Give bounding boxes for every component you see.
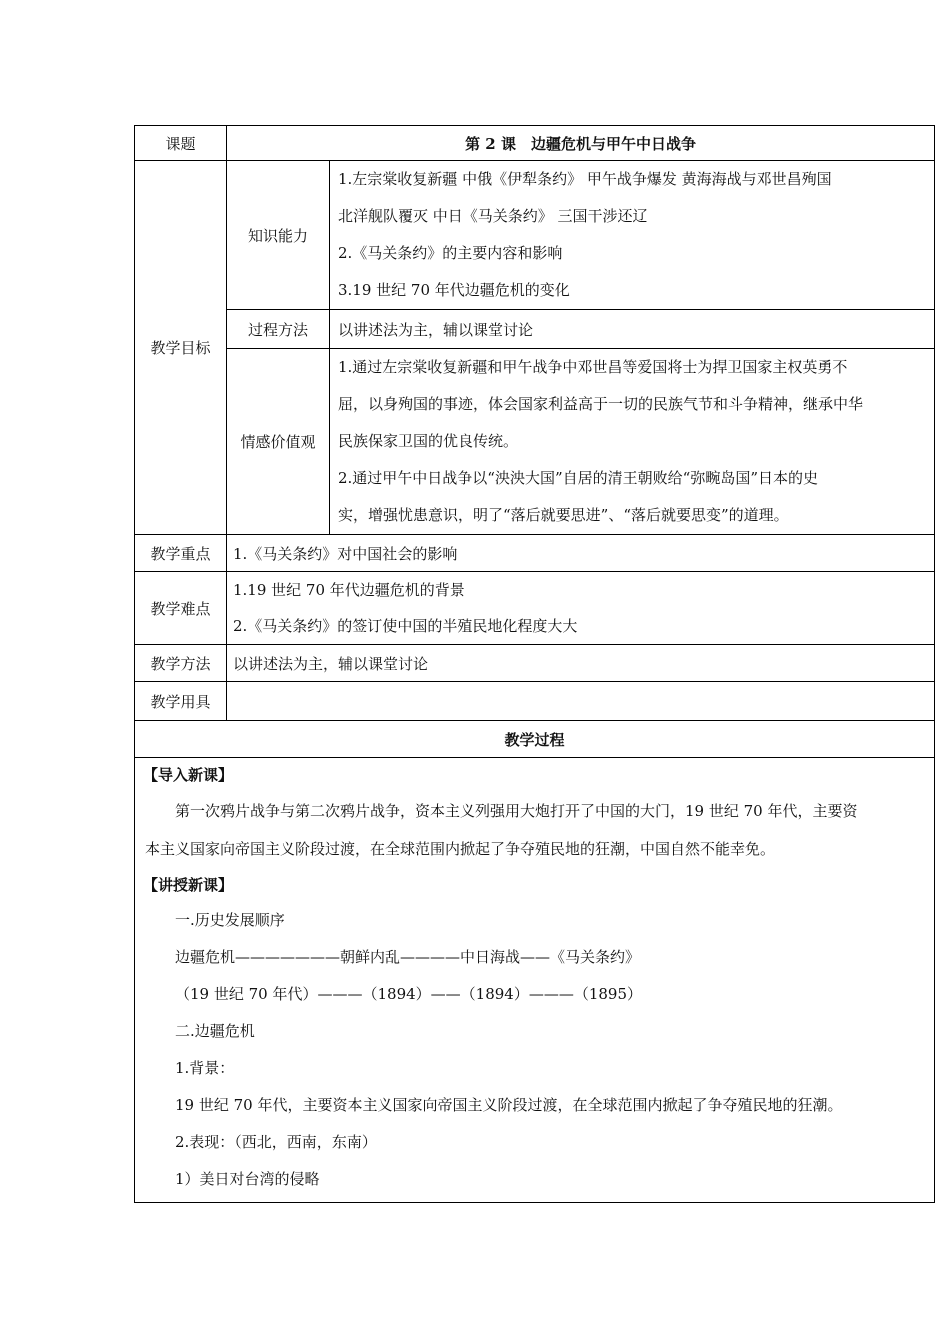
difficulties-content [227, 572, 935, 645]
lecture-heading: 【讲授新课】 [143, 876, 234, 894]
key-points-content: 1.《马关条约》对中国社会的影响 [227, 535, 935, 572]
title-row [135, 126, 935, 161]
process-body [135, 758, 935, 1203]
lecture-line: 边疆危机———————朝鲜内乱————中日海战——《马关条约》 [175, 948, 641, 966]
difficulties-label: 教学难点 [135, 572, 227, 645]
difficulties-row [135, 572, 935, 645]
intro-line: 第一次鸦片战争与第二次鸦片战争，资本主义列强用大炮打开了中国的大门，19 世纪 70 年代，主要资 [175, 802, 858, 820]
process-title: 教学过程 [135, 721, 935, 758]
intro-line: 本主义国家向帝国主义阶段过渡，在全球范围内掀起了争夺殖民地的狂潮，中国自然不能幸免。 [145, 840, 776, 858]
process-title-row [135, 721, 935, 758]
difficulty-line: 2.《马关条约》的签订使中国的半殖民地化程度大大 [233, 617, 578, 635]
lecture-line: 19 世纪 70 年代，主要资本主义国家向帝国主义阶段过渡，在全球范围内掀起了争夺殖民地的狂潮。 [175, 1096, 843, 1114]
lecture-line: （19 世纪 70 年代）———（1894）——（1894）———（1895） [175, 985, 643, 1003]
knowledge-line: 1.左宗棠收复新疆 中俄《伊犁条约》 甲午战争爆发 黄海海战与邓世昌殉国 [338, 170, 832, 188]
emotion-label: 情感价值观 [227, 349, 330, 535]
emotion-content [330, 349, 935, 535]
lesson-title: 第 2 课 边疆危机与甲午中日战争 [227, 126, 935, 161]
goals-emotion-row [135, 349, 935, 535]
difficulty-line: 1.19 世纪 70 年代边疆危机的背景 [233, 581, 465, 599]
methods-content: 以讲述法为主，辅以课堂讨论 [227, 645, 935, 682]
tools-label: 教学用具 [135, 682, 227, 721]
lecture-line: 二.边疆危机 [175, 1022, 255, 1040]
lecture-line: 1）美日对台湾的侵略 [175, 1170, 320, 1188]
process-label: 过程方法 [227, 310, 330, 349]
knowledge-line: 2.《马关条约》的主要内容和影响 [338, 244, 563, 262]
emotion-line: 民族保家卫国的优良传统。 [338, 432, 519, 450]
lecture-line: 2.表现：（西北，西南，东南） [175, 1133, 377, 1151]
goals-process-row [135, 310, 935, 349]
key-points-row [135, 535, 935, 572]
goals-knowledge-row [135, 161, 935, 310]
process-content: 以讲述法为主，辅以课堂讨论 [330, 310, 935, 349]
tools-row [135, 682, 935, 721]
methods-label: 教学方法 [135, 645, 227, 682]
knowledge-line: 北洋舰队覆灭 中日《马关条约》 三国干涉还辽 [338, 207, 648, 225]
methods-row [135, 645, 935, 682]
key-points-label: 教学重点 [135, 535, 227, 572]
knowledge-label: 知识能力 [227, 161, 330, 310]
lesson-plan-table [134, 125, 935, 1203]
lecture-line: 1.背景： [175, 1059, 235, 1077]
tools-content [227, 682, 935, 721]
emotion-line: 2.通过甲午中日战争以“泱泱大国”自居的清王朝败给“弥畹岛国”日本的史 [338, 469, 818, 487]
knowledge-content [330, 161, 935, 310]
lecture-line: 一.历史发展顺序 [175, 911, 285, 929]
intro-heading: 【导入新课】 [143, 766, 234, 784]
title-label: 课题 [135, 126, 227, 161]
process-body-row [135, 758, 935, 1203]
emotion-line: 1.通过左宗棠收复新疆和甲午战争中邓世昌等爱国将士为捍卫国家主权英勇不 [338, 358, 848, 376]
emotion-line: 实，增强忧患意识，明了“落后就要思进”、“落后就要思变”的道理。 [338, 506, 789, 524]
emotion-line: 屈，以身殉国的事迹，体会国家利益高于一切的民族气节和斗争精神，继承中华 [338, 395, 864, 413]
goals-label: 教学目标 [135, 161, 227, 535]
knowledge-line: 3.19 世纪 70 年代边疆危机的变化 [338, 281, 570, 299]
